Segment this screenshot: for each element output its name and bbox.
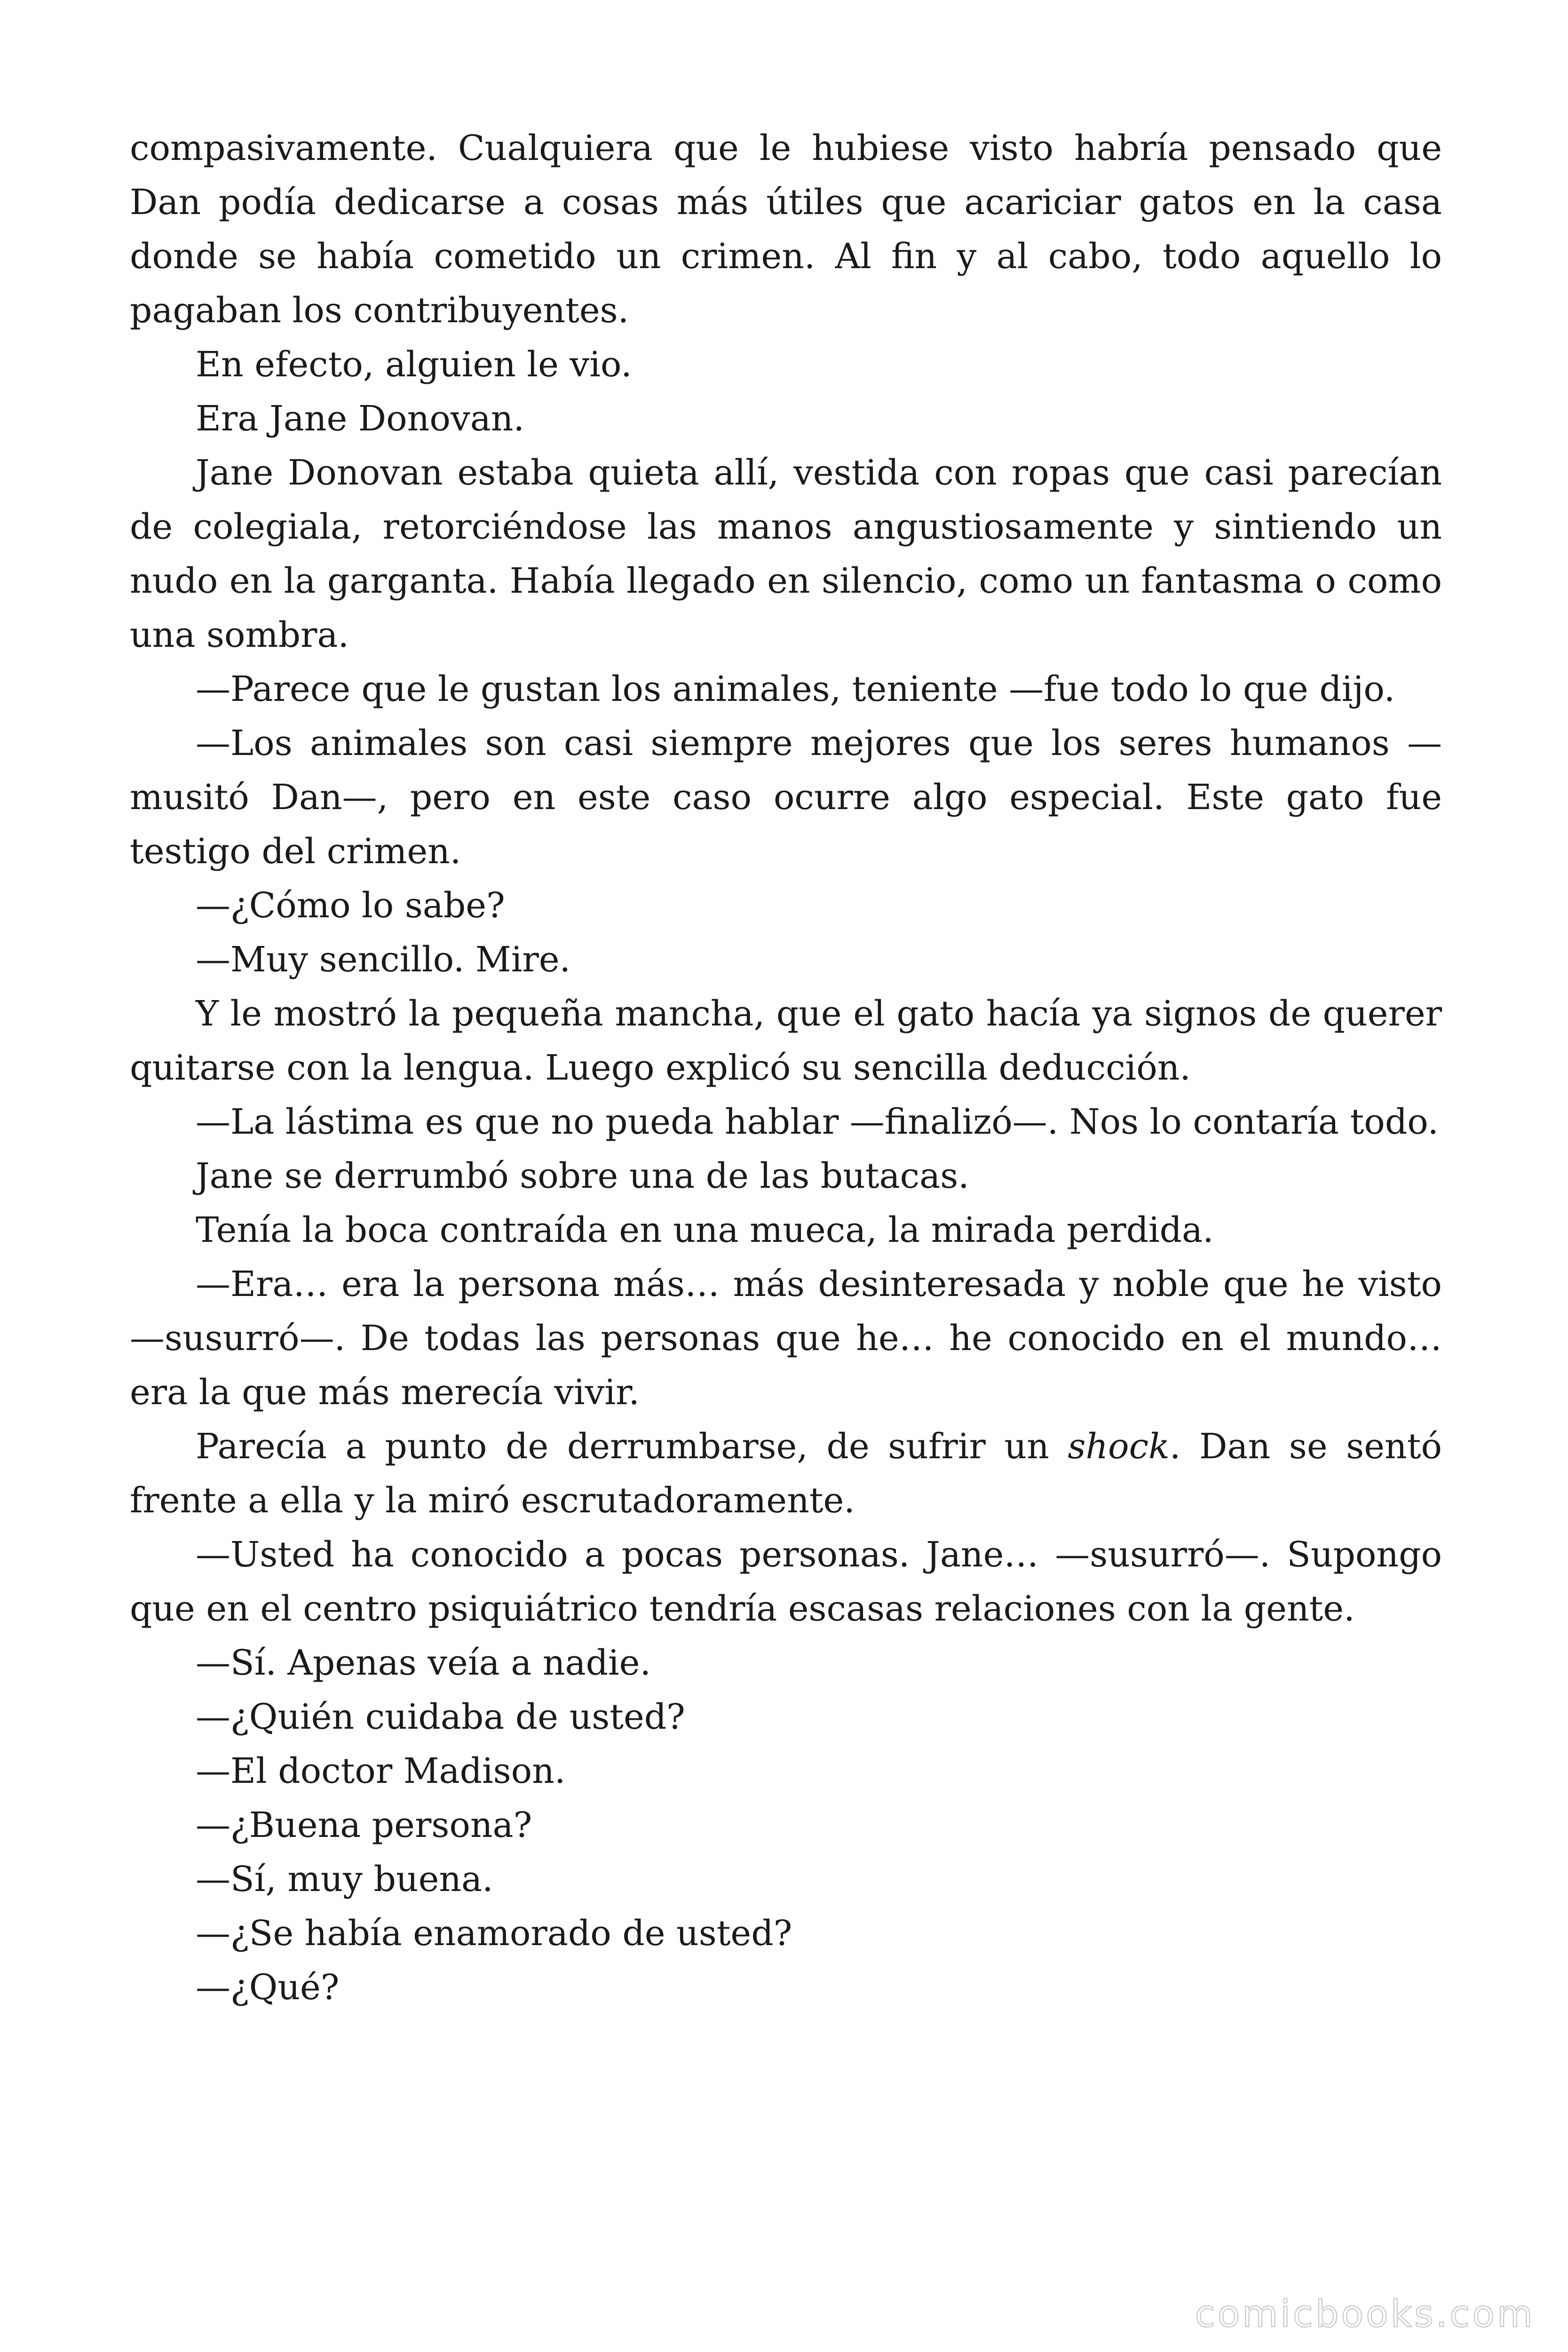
paragraph: compasivamente. Cualquiera que le hubiese visto habría pensado que Dan podía dedicarse a cosas más útiles que acariciar gatos en la casa donde se había cometido un crimen. Al fin y al cabo, todo aquello lo pagaban los contribuyentes. [130, 128, 1442, 331]
dialogue-line: —¿Cómo lo sabe? [196, 885, 505, 926]
dialogue-line: —¿Qué? [196, 1967, 340, 2008]
paragraph: Era Jane Donovan. [196, 398, 524, 439]
dialogue-line: —Usted ha conocido a pocas personas. Jane… —susurró—. Supongo que en el centro psiquiátrico tendría escasas relaciones con la gente. [130, 1534, 1442, 1629]
paragraph: Jane Donovan estaba quieta allí, vestida con ropas que casi parecían de colegiala, retorciéndose las manos angustiosamente y sintiendo un nudo en la garganta. Había llegado en silencio, como un fantasma o como una sombra. [130, 453, 1442, 655]
watermark: comicbooks.com [1195, 2293, 1535, 2336]
dialogue-line: —La lástima es que no pueda hablar —finalizó—. Nos lo contaría todo. [196, 1102, 1439, 1142]
paragraph: En efecto, alguien le vio. [196, 344, 632, 385]
dialogue-line: —¿Buena persona? [196, 1805, 532, 1845]
dialogue-line: —Sí. Apenas veía a nadie. [196, 1643, 651, 1683]
paragraph [130, 1420, 1442, 1528]
dialogue-line: —Muy sencillo. Mire. [196, 939, 571, 980]
paragraph: Tenía la boca contraída en una mueca, la mirada perdida. [196, 1210, 1214, 1250]
dialogue-line: —Los animales son casi siempre mejores que los seres humanos —musitó Dan—, pero en este caso ocurre algo especial. Este gato fue testigo del crimen. [130, 723, 1442, 872]
emphasis-text: shock [1068, 1426, 1170, 1467]
dialogue-line: —Era… era la persona más… más desinteresada y noble que he visto —susurró—. De todas las personas que he… he conocido en el mundo… era la que más merecía vivir. [130, 1264, 1442, 1413]
paragraph-text: Parecía a punto de derrumbarse, de sufrir un [196, 1426, 1068, 1467]
dialogue-line: —¿Se había enamorado de usted? [196, 1913, 792, 1954]
dialogue-line: —Parece que le gustan los animales, teniente —fue todo lo que dijo. [196, 669, 1395, 709]
paragraph: Y le mostró la pequeña mancha, que el gato hacía ya signos de querer quitarse con la lengua. Luego explicó su sencilla deducción. [130, 993, 1442, 1088]
dialogue-line: —Sí, muy buena. [196, 1859, 493, 1899]
dialogue-line: —¿Quién cuidaba de usted? [196, 1697, 685, 1737]
dialogue-line: —El doctor Madison. [196, 1751, 566, 1791]
body-text [130, 121, 1442, 2015]
paragraph-text: . Dan se sentó frente a ella y la miró escrutadoramente. [130, 1426, 1442, 1521]
paragraph: Jane se derrumbó sobre una de las butacas. [196, 1156, 969, 1196]
